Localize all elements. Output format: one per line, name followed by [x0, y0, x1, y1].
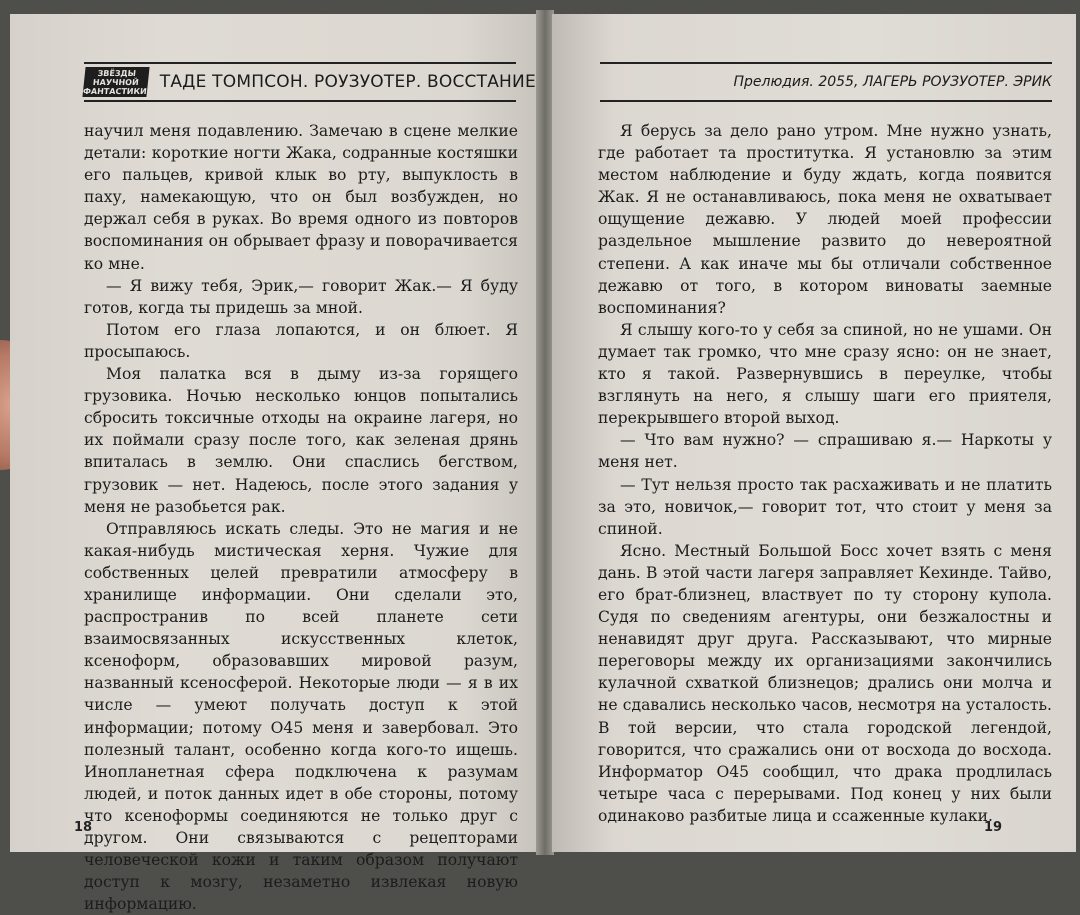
- left-body-text: [84, 120, 518, 915]
- paragraph: Отправляюсь искать следы. Это не магия и не какая-нибудь мистическая херня. Чужие для собственных целей превратили атмосферу в хранилище информации. Они сделали это, распространив по всей планете сети взаимосвязанных искусственных клеток, ксеноформ, образовавших мировой разум, названный ксеносферой. Некоторые люди — я в их числе — умеют получать доступ к этой информации; потому О45 меня и завербовал. Это полезный талант, особенно когда кого-то ищешь. Инопланетная сфера подключена к разумам людей, и поток данных идет в обе стороны, потому что ксеноформы соединяются не только друг с другом. Они связываются с рецепторами человеческой кожи и таким образом получают доступ к мозгу, незаметно извлекая новую информацию.: [84, 519, 518, 914]
- paragraph: — Что вам нужно? — спрашиваю я.— Наркоты у меня нет.: [598, 431, 1052, 472]
- right-page: [552, 14, 1076, 852]
- logo-line-1: ЗВЁЗДЫ: [97, 68, 137, 78]
- left-running-header: [82, 62, 536, 102]
- paragraph: научил меня подавлению. Замечаю в сцене мелкие детали: короткие ногти Жака, содранные костяшки его пальцев, кривой клык во рту, выпуклость в паху, намекающую, что он был возбужден, но держал себя в руках. Во время одного из повторов воспоминания он обрывает фразу и поворачивается ко мне.: [84, 122, 518, 273]
- chapter-title-header: Прелюдия. 2055, ЛАГЕРЬ РОУЗУОТЕР. ЭРИК: [733, 74, 1052, 90]
- paragraph: Моя палатка вся в дыму из-за горящего грузовика. Ночью несколько юнцов попытались сбросить токсичные отходы на окраине лагеря, но их поймали сразу после того, как зеленая дрянь впиталась в землю. Они спаслись бегством, грузовик — нет. Надеюсь, после этого задания у меня не разобьется рак.: [84, 365, 518, 516]
- paragraph: Ясно. Местный Большой Босс хочет взять с меня дань. В этой части лагеря заправляет Кехинде. Тайво, его брат-близнец, властвует по ту сторону купола. Судя по сведениям агентуры, они безжалостны и ненавидят друг друга. Рассказывают, что мирные переговоры между их организациями закончились кулачной схваткой близнецов; дрались они молча и не сдавались несколько часов, несмотря на усталость. В той версии, что стала городской легендой, говорится, что сражались они от восхода до восхода. Информатор О45 сообщил, что драка продлилась четыре часа с перерывами. Под конец у них были одинаково разбитые лица и ссаженные кулаки.: [598, 541, 1052, 825]
- right-running-header: [600, 62, 1052, 102]
- page-number-right: 19: [984, 820, 1003, 835]
- right-body-text: [598, 120, 1052, 827]
- paragraph: — Я вижу тебя, Эрик,— говорит Жак.— Я буду готов, когда ты придешь за мной.: [84, 276, 518, 317]
- logo-line-2: НАУЧНОЙ: [92, 77, 140, 87]
- left-page: [10, 14, 538, 914]
- page-number-left: 18: [74, 820, 93, 835]
- book-title-header: ТАДЕ ТОМПСОН. РОУЗУОТЕР. ВОССТАНИЕ: [159, 72, 536, 92]
- paragraph: — Тут нельзя просто так расхаживать и не платить за это, новичок,— говорит тот, что стоит у меня за спиной.: [598, 475, 1052, 538]
- paragraph: Потом его глаза лопаются, и он блюет. Я просыпаюсь.: [84, 320, 518, 361]
- series-logo: [82, 67, 149, 97]
- paragraph: Я берусь за дело рано утром. Мне нужно узнать, где работает та проститутка. Я установлю за этим местом наблюдение и буду ждать, когда появится Жак. Я не останавливаюсь, пока меня не охватывает ощущение дежавю. У людей моей профессии раздельное мышление развито до невероятной степени. А как иначе мы бы отличали собственное дежавю от того, в котором виноваты заемные воспоминания?: [598, 122, 1052, 317]
- paragraph: Я слышу кого-то у себя за спиной, но не ушами. Он думает так громко, что мне сразу ясно: он не знает, кто я такой. Развернувшись в переулке, чтобы взглянуть на него, я слышу шаги его приятеля, перекрывшего второй выход.: [598, 320, 1052, 428]
- logo-line-3: ФАНТАСТИКИ: [82, 86, 148, 96]
